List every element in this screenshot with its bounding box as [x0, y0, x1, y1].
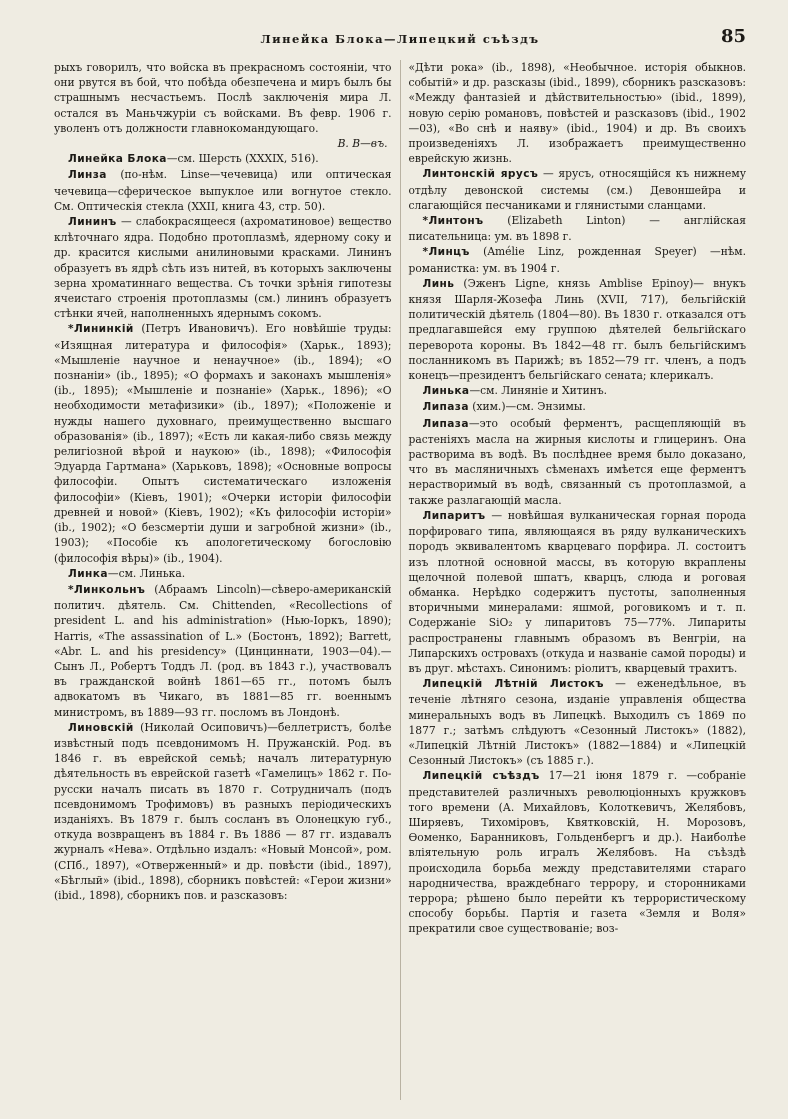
- left-column: [54, 60, 400, 1100]
- entry-headword: Линка: [68, 567, 108, 580]
- entry-text: (хим.)—см. Энзимы.: [468, 400, 586, 414]
- entry-text: (Петръ Ивановичъ). Его новѣйшіе труды: «Изящная литература и философія» (Харьк., 1893); «Мышленіе научное и ненаучное» (ib., 1894); «О познаніи» (ib., 1895); «О формахъ и законахъ мышленія» (ib., 1895); «Мышленіе и познаніе» (Харьк., 1896); «О необходимости метафизики» (ib., 1897); «Положеніе и нужды нашего духовнаго, преимущественно высшаго образованія» (ib., 1897); «Есть ли какая-либо связь между религіозной вѣрой и наукою» (ib., 1898); «Философія Эдуарда Гартмана» (Харьковъ, 1898); «Основные вопросы философіи. Опытъ систематическаго изложенія философіи» (Кіевъ, 1901); «Очерки исторіи философіи древней и новой» (Кіевъ, 1902); «Къ философіи исторіи» (ib., 1902); «О безсмертіи души и загробной жизни» (ib., 1903); «Пособіе къ апологетическому богословію (философія вѣры)» (ib., 1904).: [54, 322, 392, 565]
- entry-headword: Лининъ: [68, 216, 117, 229]
- article-signature: [54, 136, 392, 151]
- entry-headword: *Линцъ: [422, 246, 470, 259]
- entry-headword: *Линкольнъ: [68, 583, 146, 596]
- entry-headword: Липаритъ: [422, 509, 486, 522]
- dictionary-entry: [409, 213, 747, 244]
- entry-text: (Amélie Linz, рожденная Speyer) —нѣм. романистка: ум. въ 1904 г.: [408, 245, 746, 275]
- dictionary-entry: [409, 244, 747, 275]
- signature-text: В. В—въ.: [337, 137, 388, 151]
- entry-text: — еженедѣльное, въ теченіе лѣтняго сезона, изданіе управленія общества минеральныхъ водъ въ Липецкѣ. Выходилъ съ 1869 по 1877 г.; затѣмъ слѣдуютъ «Сезонный Листокъ» (1882), «Липецкій Лѣтній Листокъ» (1882—1884) и «Липецкій Сезонный Листокъ» (съ 1885 г.).: [408, 677, 746, 768]
- entry-text: — новѣйшая вулканическая горная порода порфироваго типа, являющаяся въ ряду вулканическихъ породъ эквивалентомъ кварцеваго порфира. Л. состоитъ изъ плотной основной массы, въ которую вкраплены щелочной полевой шпатъ, кварцъ, слюда и роговая обманка. Нерѣдко содержитъ пустоты, заполненныя вторичными минералами: яшмой, роговикомъ и т. п. Содержаніе SiO₂ у липаритовъ 75—77%. Липариты распространены главнымъ образомъ въ Венгріи, на Липарскихъ островахъ (откуда и названіе самой породы) и въ друг. мѣстахъ. Синонимъ: ріолитъ, кварцевый трахитъ.: [408, 508, 746, 675]
- entry-headword: Линейка Блока: [68, 153, 167, 166]
- dictionary-entry: [54, 60, 392, 136]
- dictionary-entry: [409, 676, 747, 768]
- dictionary-entry: [54, 321, 392, 565]
- entry-text: (Абраамъ Lincoln)—сѣверо-американскій политич. дѣятель. См. Chittenden, «Recollections of president L. and his administration» (Нью-Іоркъ, 1890); Harris, «The assassination of L.» (Бостонъ, 1892); Barrett, «Abr. L. and his presidency» (Цинциннати, 1903—04).—Сынъ Л., Робертъ Тоддъ Л. (род. въ 1843 г.), участвовалъ въ гражданской войнѣ 1861—65 гг., потомъ былъ адвокатомъ въ Чикаго, въ 1881—85 гг. военнымъ министромъ, въ 1889—93 гг. посломъ въ Лондонѣ.: [54, 582, 392, 719]
- entry-text: — слабокрасящееся (ахроматиновое) вещество клѣточнаго ядра. Подобно протоплазмѣ, ядерному соку и др. красится кислыми анилиновыми красками. Лининъ образуетъ въ ядрѣ сѣть изъ нитей, въ которыхъ заключены зерна хроматиннаго вещества. Съ точки зрѣнія гипотезы ячеистаго строенія протоплазмы (см.) лининъ образуетъ стѣнки ячей, наполненныхъ ядернымъ сокомъ.: [54, 215, 392, 321]
- entry-text: —см. Линяніе и Хитинъ.: [469, 384, 608, 398]
- dictionary-entry: [409, 166, 747, 213]
- running-title: Линейка Блока—Липецкий съѣздъ: [260, 32, 540, 46]
- entry-headword: Липецкій съѣздъ: [422, 770, 540, 783]
- entry-text: (Эженъ Ligne, князь Amblise Epinoy)— внукъ князя Шарля-Жозефа Линь (XVII, 717), бельгійскій политическій дѣятель (1804—80). Въ 1830 г. отказался отъ предлагавшейся ему группою дѣятелей бельгійскаго переворота короны. Въ 1842—48 гг. былъ бельгійскимъ посланникомъ въ Парижѣ; въ 1852—79 гг. членъ, а подъ конецъ—президентъ бельгійскаго сената; клерикалъ.: [408, 276, 746, 383]
- dictionary-entry: [54, 566, 392, 582]
- entry-headword: Линь: [422, 277, 455, 290]
- dictionary-entry: [409, 60, 747, 166]
- entry-text: (Elizabeth Linton) — англійская писательница: ум. въ 1898 г.: [408, 214, 746, 244]
- page-header: [54, 24, 746, 50]
- entry-text: —см. Шерсть (XXXIX, 516).: [166, 152, 319, 166]
- entry-headword: *Лининкій: [68, 323, 134, 336]
- entry-headword: *Линтонъ: [422, 215, 484, 228]
- entry-text: —это особый ферментъ, расщепляющій въ растеніяхъ масла на жирныя кислоты и глицеринъ. Она растворима въ водѣ. Въ послѣднее время было доказано, что въ масляничныхъ сѣменахъ имѣется еще ферментъ нерастворимый въ водѣ, связанный съ протоплазмой, а также разлагающій масла.: [408, 416, 746, 507]
- dictionary-entry: [409, 383, 747, 399]
- entry-headword: Линза: [68, 169, 107, 182]
- dictionary-entry: [54, 214, 392, 321]
- page-number: 85: [720, 26, 746, 47]
- entry-text: — ярусъ, относящійся къ нижнему отдѣлу девонской системы (см.) Девоншейра и слагающійся песчаниками и глянистыми сланцами.: [408, 167, 746, 212]
- dictionary-entry: [409, 276, 747, 383]
- text-columns: [54, 60, 746, 1100]
- entry-text: (по-нѣм. Linse—чечевица) или оптическая чечевица—сферическое выпуклое или вогнутое стекло. См. Оптическія стекла (XXII, книга 43, стр. 50).: [54, 168, 392, 213]
- entry-text: 17—21 іюня 1879 г. —собраніе представителей различныхъ революціонныхъ кружковъ того времени (А. Михайловъ, Колоткевичъ, Желябовъ, Ширяевъ, Тихоміровъ, Квятковскій, Н. Морозовъ, Өоменко, Баранниковъ, Гольденбергъ и др.). Наиболѣе вліятельную роль игралъ Желябовъ. На съѣздѣ происходила борьба между представителями стараго народничества, враждебнаго террору, и сторонниками террора; рѣшено было перейти къ террористическому способу борьбы. Партія и газета «Земля и Воля» прекратили свое существованіе; воз-: [408, 769, 746, 936]
- dictionary-entry: [409, 416, 747, 508]
- entry-headword: Линовскій: [68, 721, 134, 734]
- dictionary-entry: [54, 582, 392, 720]
- entry-headword: Линтонскій ярусъ: [422, 168, 539, 181]
- dictionary-entry: [54, 151, 392, 167]
- entry-text: рыхъ говорилъ, что войска въ прекрасномъ состояніи, что они рвутся въ бой, что побѣда обезпечена и миръ былъ бы страшнымъ несчастьемъ. Послѣ заключенія мира Л. остался въ Маньчжуріи съ войсками. Въ февр. 1906 г. уволенъ отъ должности главнокомандующаго.: [54, 61, 392, 135]
- entry-text: (Николай Осиповичъ)—беллетристъ, болѣе извѣстный подъ псевдонимомъ Н. Пружанскій. Род. въ 1846 г. въ еврейской семьѣ; началъ литературную дѣятельность въ еврейской газетѣ «Гамелицъ» 1862 г. По-русски началъ писать въ 1870 г. Сотрудничалъ (подъ псевдонимомъ Трофимовъ) въ разныхъ періодическихъ изданіяхъ. Въ 1879 г. былъ сосланъ въ Олонецкую губ., откуда возвращенъ въ 1884 г. Въ 1886 — 87 гг. издавалъ журналъ «Нева». Отдѣльно издалъ: «Новый Монсой», ром. (СПб., 1897), «Отверженный» и др. повѣсти (ibid., 1897), «Бѣглый» (ibid., 1898), сборникъ повѣстей: «Герои жизни» (ibid., 1898), сборникъ пов. и разсказовъ:: [54, 720, 392, 902]
- entry-text: —см. Линька.: [107, 566, 186, 580]
- dictionary-entry: [54, 720, 392, 903]
- entry-headword: Липаза: [422, 401, 469, 414]
- entry-text: «Дѣти рока» (ib., 1898), «Необычное. исторія обыкнов. событій» и др. разсказы (ibid., 1899), сборникъ разсказовъ: «Между фантазіей и дѣйствительностью» (ibid., 1899), новую серію романовъ, повѣстей и разсказовъ (ibid., 1902—03), «Во снѣ и наяву» (ibid., 1904) и др. Въ своихъ произведеніяхъ Л. изображаетъ преимущественно еврейскую жизнь.: [408, 61, 746, 166]
- dictionary-entry: [409, 508, 747, 676]
- right-column: [400, 60, 747, 1100]
- entry-headword: Липаза: [422, 417, 469, 430]
- dictionary-entry: [409, 399, 747, 415]
- entry-headword: Линька: [422, 385, 470, 398]
- entry-headword: Липецкій Лѣтній Листокъ: [422, 678, 604, 691]
- dictionary-entry: [409, 768, 747, 936]
- dictionary-entry: [54, 167, 392, 214]
